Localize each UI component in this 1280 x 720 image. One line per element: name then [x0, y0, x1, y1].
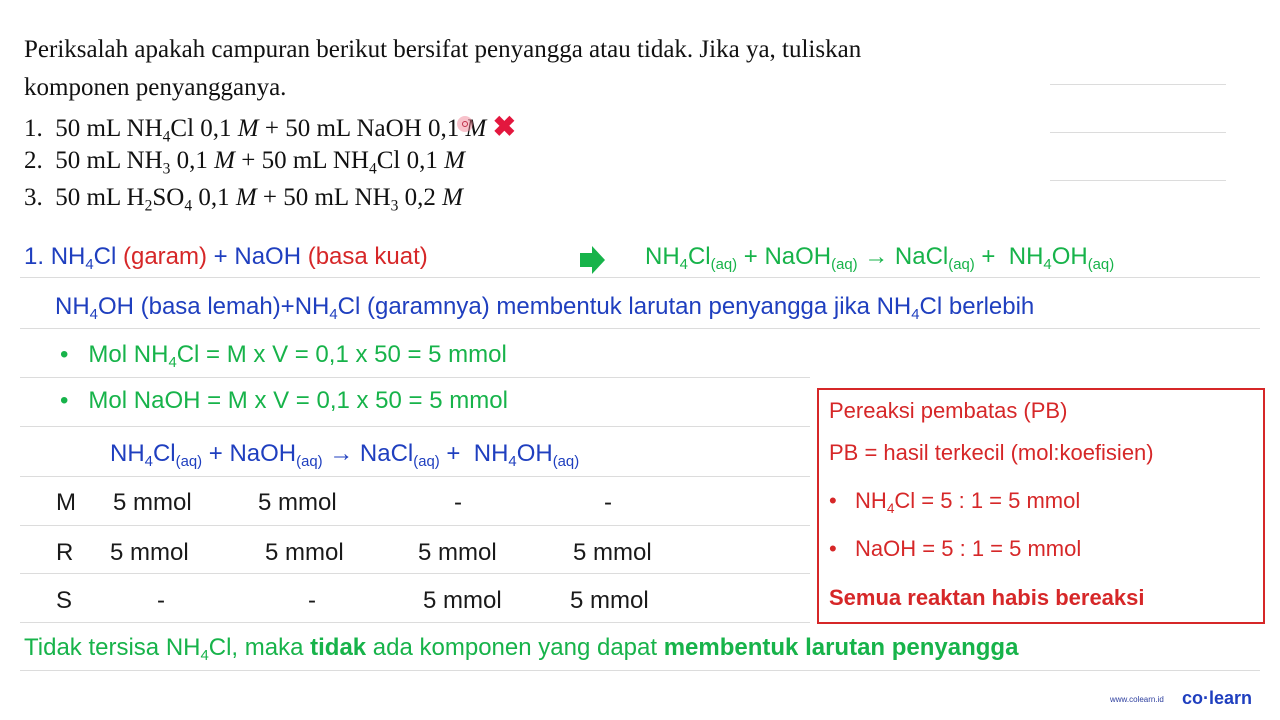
box-item-nh4cl: • $NH_4Cl = 5$ : 1 = 5 mmol [829, 488, 1081, 516]
mrs-row-s-cell: - [308, 587, 316, 614]
rule-line [20, 277, 1260, 278]
rule-line [20, 476, 810, 477]
box-conclusion: Semua reaktan habis bereaksi [829, 585, 1145, 610]
solution-step-1: 1. $NH_4Cl$ (garam) + NaOH (basa kuat) [24, 243, 428, 274]
question-item-1: 1. 50 mL $NH_4Cl$ 0,1 M + 50 mL NaOH 0,1 M ✖ [24, 112, 517, 146]
rule-line [20, 573, 810, 574]
mrs-row-r-cell: 5 mmol [265, 539, 344, 566]
rule-line [1050, 180, 1226, 181]
rule-line [20, 377, 810, 378]
rule-line [20, 328, 1260, 329]
mrs-row-m-cell: - [604, 489, 612, 516]
question-line-2: komponen penyangganya. [24, 74, 287, 101]
mrs-row-r-cell: 5 mmol [110, 539, 189, 566]
rule-line [20, 670, 1260, 671]
mrs-row-s-cell: - [157, 587, 165, 614]
mol-nh4cl-calc: • Mol $NH_4Cl = M$ x V = 0,1 x 50 = 5 mmol [60, 341, 507, 372]
rule-line [1050, 84, 1226, 85]
mrs-row-s-cell: 5 mmol [570, 587, 649, 614]
mrs-row-m-cell: 5 mmol [258, 489, 337, 516]
box-title: Pereaksi pembatas (PB) [829, 398, 1068, 423]
wrong-mark-icon: ✖ [492, 112, 517, 143]
question-line-1: Periksalah apakah campuran berikut bersifat penyangga atau tidak. Jika ya, tuliskan [24, 36, 862, 63]
pointer-cursor-icon [457, 116, 473, 132]
rule-line [20, 525, 810, 526]
mrs-row-r-cell: 5 mmol [573, 539, 652, 566]
colearn-logo: co·learn [1182, 688, 1253, 708]
mrs-row-r-label: R [56, 539, 74, 566]
mrs-row-s-cell: 5 mmol [423, 587, 502, 614]
final-conclusion: Tidak tersisa $NH_4Cl$, maka tidak ada komponen yang dapat membentuk larutan penyangga [24, 634, 1019, 665]
box-definition: PB = hasil terkecil (mol:koefisien) [829, 440, 1154, 465]
buffer-condition-text: $NH_4OH$ (basa $lemah)+NH_4Cl$ (garamnya) membentuk larutan penyangga jika $NH_4Cl$ berlebih [55, 293, 1035, 324]
right-arrow-icon [578, 244, 606, 276]
rule-line [20, 622, 810, 623]
mrs-row-m-label: M [56, 489, 76, 516]
reaction-equation-green: $NH_4Cl_{(aq)}$ + NaOH$_{(aq)}$ → NaCl$_{(aq)}$ + $NH_4OH_{(aq)}$ [645, 243, 1115, 274]
mrs-row-s-label: S [56, 587, 73, 614]
box-item-naoh: • NaOH = 5 : 1 = 5 mmol [829, 536, 1082, 561]
mrs-row-r-cell: 5 mmol [418, 539, 497, 566]
mol-naoh-calc: • Mol NaOH = M x V = 0,1 x 50 = 5 mmol [60, 387, 508, 414]
mrs-row-m-cell: 5 mmol [113, 489, 192, 516]
mrs-equation: $NH_4Cl_{(aq)}$ + NaOH$_{(aq)}$ → NaCl$_{(aq)}$ + $NH_4OH_{(aq)}$ [110, 440, 580, 471]
question-item-3: 3. 50 mL $H_2SO_4$ 0,1 M + 50 mL $NH_3$ 0,2 M [24, 184, 463, 215]
question-item-2: 2. 50 mL $NH_3$ 0,1 M + 50 mL $NH_4Cl$ 0,1 M [24, 147, 465, 178]
mrs-row-m-cell: - [454, 489, 462, 516]
footer-url: www.colearn.id [1110, 695, 1164, 704]
rule-line [1050, 132, 1226, 133]
rule-line [20, 426, 810, 427]
